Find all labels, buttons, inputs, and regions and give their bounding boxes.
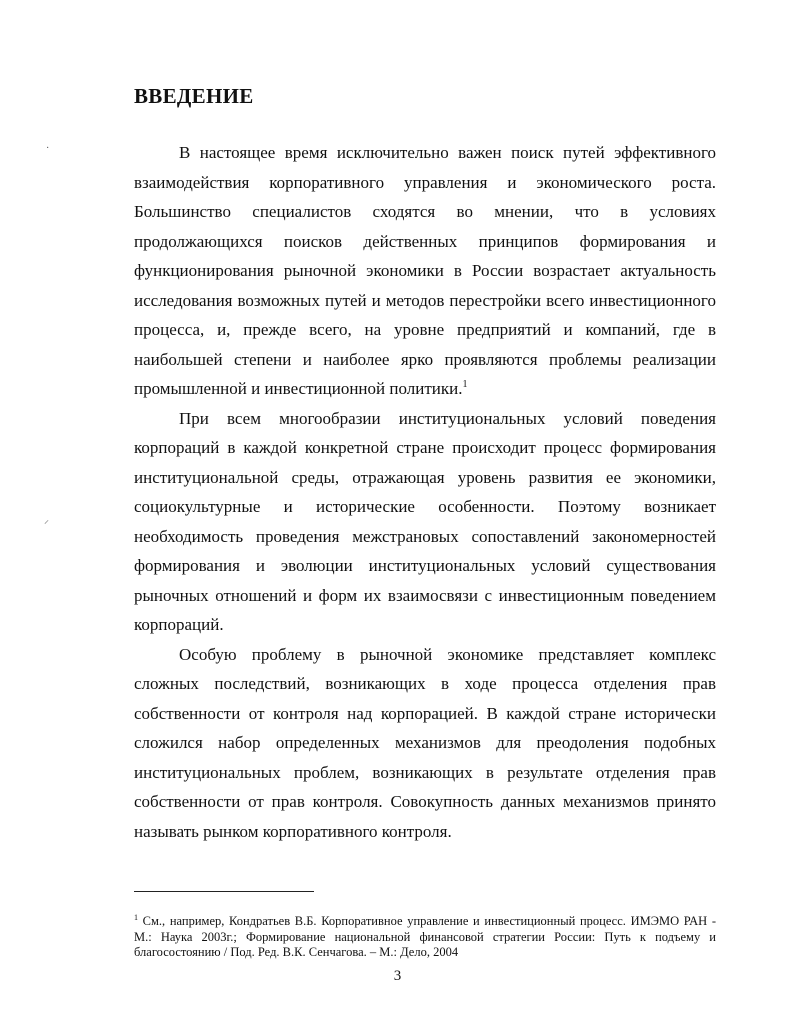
footnote-divider bbox=[134, 891, 314, 892]
footnote bbox=[134, 914, 716, 961]
body-text bbox=[134, 138, 716, 846]
paragraph-1-text: В настоящее время исключительно важен поиск путей эффективного взаимодействия корпоративного управления и экономического роста. Большинство специалистов сходятся во мнении, что в условиях продолжающихся поисков действенных принципов формирования и функционирования рыночной экономики в России возрастает актуальность исследования возможных путей и методов перестройки всего инвестиционного процесса, и, прежде всего, на уровне предприятий и компаний, где в наибольшей степени и наиболее ярко проявляются проблемы реализации промышленной и инвестиционной политики. bbox=[134, 143, 716, 398]
paragraph-3: Особую проблему в рыночной экономике представляет комплекс сложных последствий, возникающих в ходе процесса отделения прав собственности от контроля над корпорацией. В каждой стране исторически сложился набор определенных механизмов для преодоления подобных институциональных проблем, возникающих в результате отделения прав собственности от прав контроля. Совокупность данных механизмов принято называть рынком корпоративного контроля. bbox=[134, 644, 716, 841]
paragraph-2: При всем многообразии институциональных условий поведения корпораций в каждой конкретной стране происходит процесс формирования институциональной среды, отражающая уровень развития ее экономики, социокультурные и исторические особенности. Поэтому возникает необходимость проведения межстрановых сопоставлений закономерностей формирования и эволюции институциональных условий существования рыночных отношений и форм их взаимосвязи с инвестиционным поведением корпораций. bbox=[134, 408, 716, 634]
scan-speck: · bbox=[46, 143, 50, 154]
page-number: 3 bbox=[393, 968, 402, 984]
scan-speck: ⸝ bbox=[44, 515, 49, 526]
footnote-text: См., например, Кондратьев В.Б. Корпоративное управление и инвестиционный процесс. ИМЭМО РАН - М.: Наука 2003г.; Формирование национальной финансовой стратегии России: Путь к подъему и благосостоянию / Под. Ред. В.К. Сенчагова. – М.: Дело, 2004 bbox=[134, 914, 716, 959]
paragraph-1 bbox=[134, 138, 716, 404]
page-title: ВВЕДЕНИЕ bbox=[134, 84, 254, 108]
footnote-marker: 1 bbox=[134, 913, 138, 922]
footnote-reference[interactable]: 1 bbox=[462, 379, 468, 390]
